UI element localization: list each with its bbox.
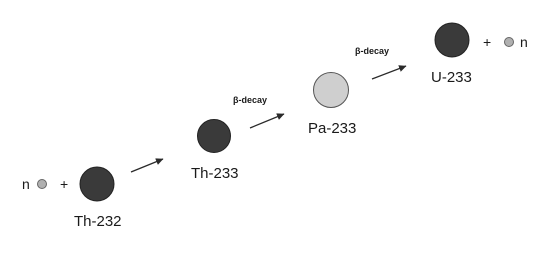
- plus-right-label: +: [483, 34, 492, 50]
- neutron-out-particle: [505, 38, 514, 47]
- arrow-pa233-to-u233: [372, 66, 406, 79]
- neutron-in-label: n: [22, 176, 30, 192]
- th232-label: Th-232: [74, 213, 122, 230]
- plus-left-label: +: [60, 176, 69, 192]
- pa233-nucleus: [314, 73, 349, 108]
- pa233-label: Pa-233: [308, 120, 357, 137]
- beta-decay-label-1: β-decay: [233, 95, 268, 105]
- u233-nucleus: [435, 23, 469, 57]
- beta-decay-label-2: β-decay: [355, 46, 390, 56]
- neutron-out-label: n: [520, 34, 528, 50]
- arrow-th232-to-th233: [131, 159, 163, 172]
- u233-label: U-233: [431, 69, 472, 86]
- neutron-in-particle: [38, 180, 47, 189]
- th233-nucleus: [198, 120, 231, 153]
- th232-nucleus: [80, 167, 114, 201]
- th233-label: Th-233: [191, 165, 239, 182]
- arrow-th233-to-pa233: [250, 114, 284, 128]
